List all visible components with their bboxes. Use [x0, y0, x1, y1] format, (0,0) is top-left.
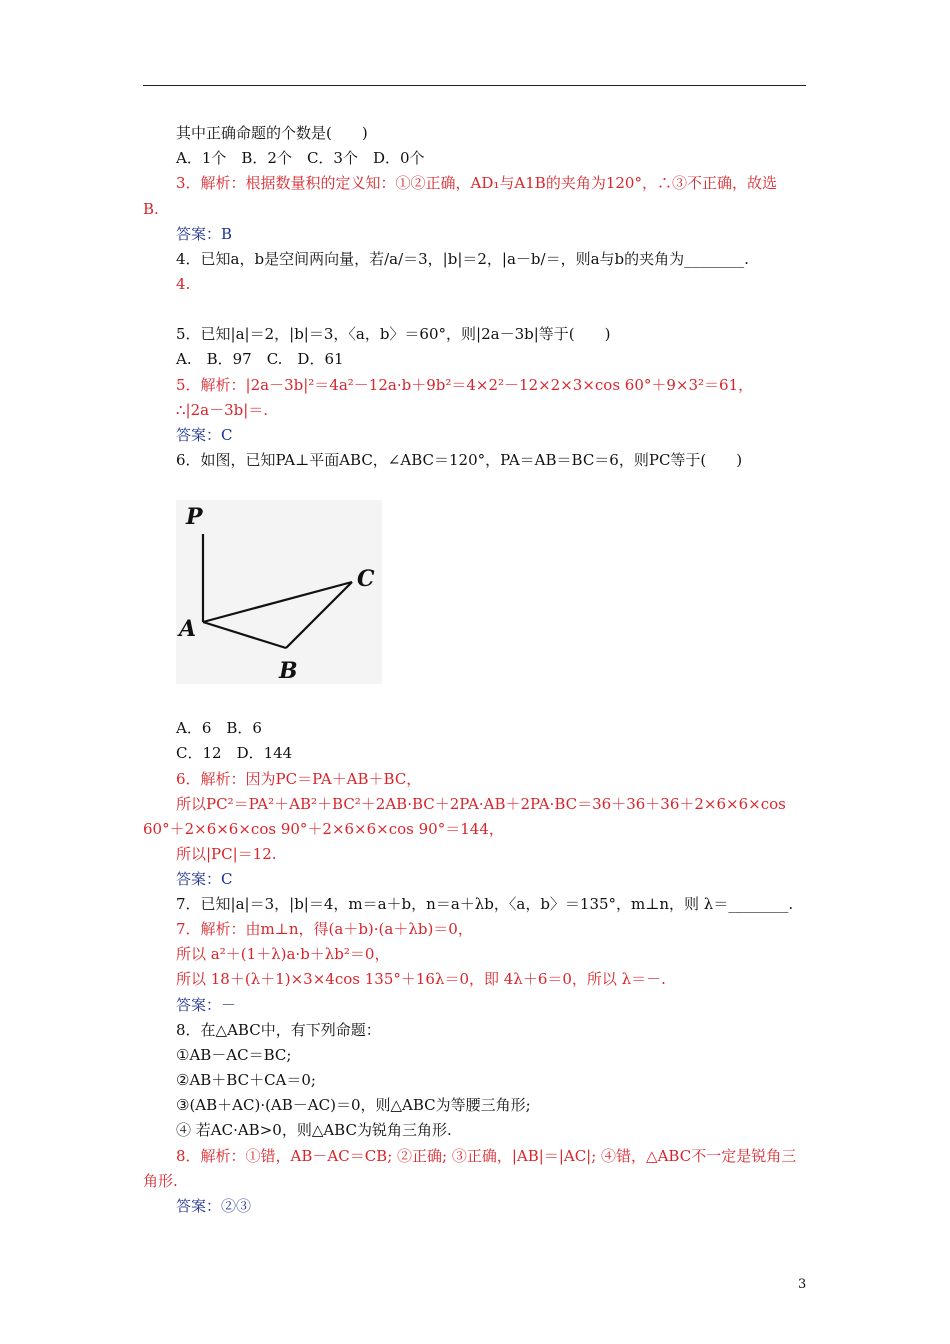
text-line: 所以PC²＝PA²＋AB²＋BC²＋2AB·BC＋2PA·AB＋2PA·BC＝36＋36＋36＋2×6×6×cos: [176, 795, 786, 813]
text-line: 8．解析：①错，AB－AC＝CB; ②正确; ③正确，|AB|＝|AC|; ④错，△ABC不一定是锐角三: [176, 1147, 797, 1165]
text-line: 5．解析：|2a－3b|²＝4a²－12a·b＋9b²＝4×2²－12×2×3×cos 60°＋9×3²＝61，: [176, 376, 754, 394]
text-line: 答案：C: [176, 870, 233, 888]
label-p: P: [186, 504, 203, 530]
text-line: 7．已知|a|＝3，|b|＝4，m＝a＋b，n＝a＋λb，〈a，b〉＝135°，m⊥n，则 λ＝________.: [176, 895, 794, 913]
text-line: A. B．97 C. D．61: [176, 350, 344, 368]
text-line: 答案：②③: [176, 1197, 252, 1215]
text-line: ③(AB＋AC)·(AB－AC)＝0，则△ABC为等腰三角形;: [176, 1096, 531, 1114]
text-line: ②AB＋BC＋CA＝0;: [176, 1071, 316, 1089]
geometry-figure: [176, 500, 382, 684]
text-line: 其中正确命题的个数是( ): [176, 124, 368, 142]
text-line: 答案：C: [176, 426, 233, 444]
text-line: A．6 B．6: [176, 719, 262, 737]
text-line: 60°＋2×6×6×cos 90°＋2×6×6×cos 90°＝144，: [143, 820, 504, 838]
label-b: B: [279, 658, 298, 684]
text-line: C．12 D．144: [176, 744, 293, 762]
text-line: 8．在△ABC中，有下列命题：: [176, 1021, 381, 1039]
text-line: ∴|2a－3b|＝.: [176, 401, 269, 419]
text-line: 7．解析：由m⊥n，得(a＋b)·(a＋λb)＝0，: [176, 920, 473, 938]
header-rule: [143, 85, 806, 86]
text-line: ①AB－AC＝BC;: [176, 1046, 292, 1064]
text-line: 所以 18＋(λ＋1)×3×4cos 135°＋16λ＝0，即 4λ＋6＝0，所以 λ＝－.: [176, 970, 666, 988]
text-line: 4.: [176, 275, 191, 293]
text-line: 4．已知a，b是空间两向量，若/a/＝3，|b|＝2，|a－b/＝，则a与b的夹角为________.: [176, 250, 749, 268]
text-line: ④ 若AC·AB>0，则△ABC为锐角三角形.: [176, 1121, 452, 1139]
figure-background: [176, 500, 382, 684]
label-a: A: [179, 616, 197, 642]
text-line: 答案：－: [176, 996, 237, 1014]
text-line: 角形.: [143, 1172, 178, 1190]
page-number: 3: [798, 1277, 807, 1292]
text-line: 所以|PC|＝12.: [176, 845, 277, 863]
text-line: 3．解析：根据数量积的定义知：①②正确，AD₁与A1B的夹角为120°，∴③不正确，故选: [176, 174, 777, 192]
text-line: B.: [143, 200, 159, 218]
text-line: 答案：B: [176, 225, 233, 243]
text-line: 6．解析：因为PC＝PA＋AB＋BC，: [176, 770, 422, 788]
text-line: 5．已知|a|＝2，|b|＝3，〈a，b〉＝60°，则|2a－3b|等于( ): [176, 325, 611, 343]
text-line: 所以 a²＋(1＋λ)a·b＋λb²＝0，: [176, 945, 390, 963]
text-line: A．1个 B．2个 C．3个 D．0个: [176, 149, 425, 167]
text-line: 6．如图，已知PA⊥平面ABC，∠ABC＝120°，PA＝AB＝BC＝6，则PC等于( ): [176, 451, 743, 469]
label-c: C: [357, 566, 375, 592]
